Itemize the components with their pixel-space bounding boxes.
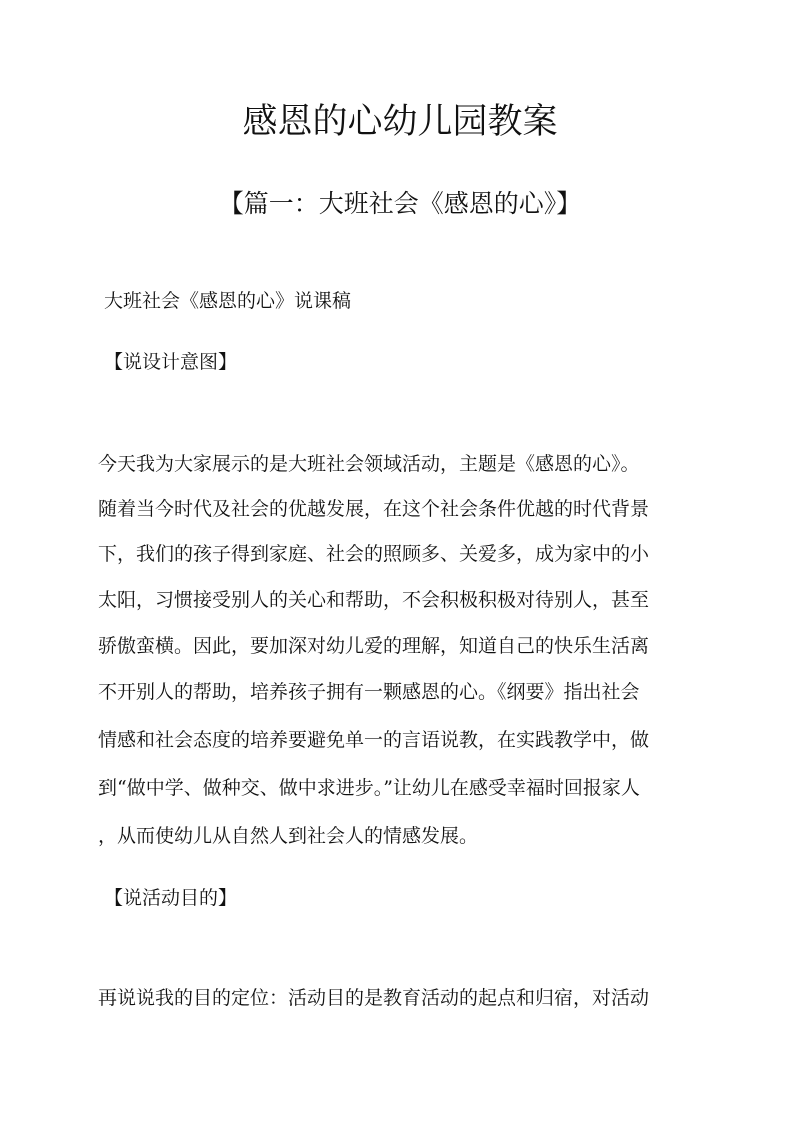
paragraph-line: 随着当今时代及社会的优越发展，在这个社会条件优越的时代背景	[98, 498, 650, 520]
paragraph-line: 下，我们的孩子得到家庭、社会的照顾多、关爱多，成为家中的小	[98, 543, 650, 565]
paragraph-line: ，从而使幼儿从自然人到社会人的情感发展。	[98, 825, 479, 847]
section-heading-goals: 【说活动目的】	[104, 887, 238, 909]
paragraph-line: 再说说我的目的定位：活动目的是教育活动的起点和归宿，对活动	[98, 987, 650, 1009]
section-heading-design: 【说设计意图】	[104, 351, 238, 373]
paragraph-line: 到“做中学、做种交、做中求进步。”让幼儿在感受幸福时回报家人	[98, 777, 640, 799]
paragraph-line: 骄傲蛮横。因此，要加深对幼儿爱的理解，知道自己的快乐生活离	[98, 635, 650, 657]
paragraph-line: 今天我为大家展示的是大班社会领域活动，主题是《感恩的心》。	[98, 453, 640, 475]
lesson-title: 大班社会《感恩的心》说课稿	[104, 290, 352, 312]
paragraph-line: 不开别人的帮助，培养孩子拥有一颗感恩的心。《纲要》指出社会	[98, 681, 640, 703]
paragraph-line: 太阳，习惯接受别人的关心和帮助，不会积极积极对待别人，甚至	[98, 589, 650, 611]
paragraph-line: 情感和社会态度的培养要避免单一的言语说教，在实践教学中，做	[98, 729, 650, 751]
document-subtitle: 【篇一：大班社会《感恩的心》】	[218, 189, 582, 218]
document-title: 感恩的心幼儿园教案	[242, 102, 558, 142]
